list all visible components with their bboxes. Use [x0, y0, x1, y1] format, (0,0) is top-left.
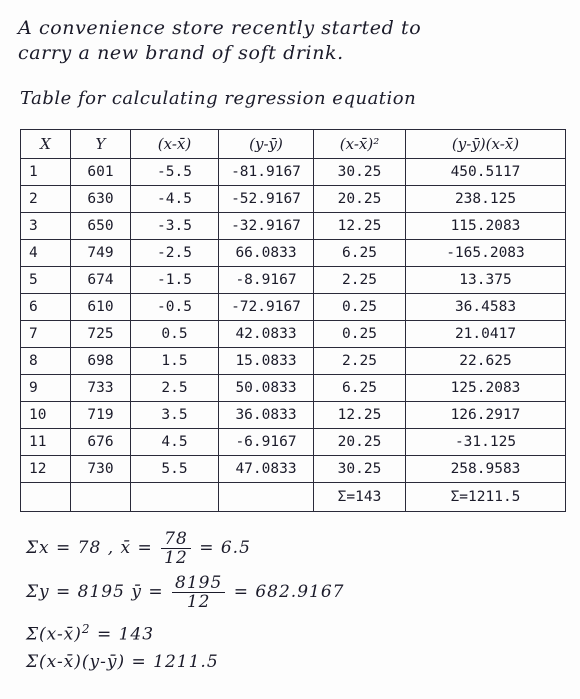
totals-row: [21, 483, 566, 512]
header-y: Y: [71, 130, 131, 159]
mean-x-denominator: 12: [164, 548, 188, 568]
cell-x-deviation: 3.5: [131, 402, 219, 429]
table-row: [21, 456, 566, 483]
sum-sq-x-value: = 143: [96, 624, 155, 645]
cell-y-value: 733: [71, 375, 131, 402]
cell-x-deviation-squared: 6.25: [314, 375, 406, 402]
cell-y-value: 749: [71, 240, 131, 267]
cell-x-deviation-squared: 0.25: [314, 321, 406, 348]
cell-y-value: 674: [71, 267, 131, 294]
table-row: [21, 213, 566, 240]
cell-y-deviation: 42.0833: [219, 321, 314, 348]
cell-y-value: 650: [71, 213, 131, 240]
table-row: [21, 429, 566, 456]
cell-y-deviation: -81.9167: [219, 159, 314, 186]
cell-x-deviation-squared: 2.25: [314, 267, 406, 294]
table-row: [21, 267, 566, 294]
cell-xy-product: 13.375: [406, 267, 566, 294]
total-y-value: [71, 483, 131, 512]
cell-x-value: 3: [21, 213, 71, 240]
mean-x-label: x̄ =: [120, 538, 153, 558]
table-row: [21, 375, 566, 402]
cell-x-deviation-squared: 12.25: [314, 402, 406, 429]
sum-y-text: Σy = 8195: [26, 582, 125, 602]
total-x-deviation: [131, 483, 219, 512]
cell-y-value: 630: [71, 186, 131, 213]
cell-y-value: 719: [71, 402, 131, 429]
cell-xy-product: 22.625: [406, 348, 566, 375]
cell-x-value: 9: [21, 375, 71, 402]
cell-x-value: 1: [21, 159, 71, 186]
cell-y-deviation: 50.0833: [219, 375, 314, 402]
cell-y-value: 610: [71, 294, 131, 321]
table-header-row: [21, 130, 566, 159]
cell-x-deviation-squared: 20.25: [314, 186, 406, 213]
mean-y-result: = 682.9167: [233, 582, 345, 602]
cell-x-deviation: -2.5: [131, 240, 219, 267]
table-row: [21, 186, 566, 213]
table-body: [21, 159, 566, 512]
cell-x-deviation: 2.5: [131, 375, 219, 402]
cell-x-deviation: 1.5: [131, 348, 219, 375]
cell-xy-product: 126.2917: [406, 402, 566, 429]
table-row: [21, 402, 566, 429]
mean-x-fraction: [161, 530, 191, 567]
header-x-dev-sq: (x-x̄)²: [314, 130, 406, 159]
header-x-dev: (x-x̄): [131, 130, 219, 159]
mean-y-denominator: 12: [186, 592, 211, 612]
cell-xy-product: -165.2083: [406, 240, 566, 267]
sum-sq-x-text: Σ(x-x̄): [26, 624, 82, 645]
table-row: [21, 294, 566, 321]
table-title: Table for calculating regression equation: [20, 88, 417, 109]
cell-x-value: 5: [21, 267, 71, 294]
sum-y-line: [26, 574, 344, 611]
cell-y-value: 730: [71, 456, 131, 483]
cell-x-deviation-squared: 30.25: [314, 159, 406, 186]
cell-x-value: 4: [21, 240, 71, 267]
cell-y-value: 601: [71, 159, 131, 186]
table-row: [21, 348, 566, 375]
cell-x-deviation: -4.5: [131, 186, 219, 213]
problem-statement: [18, 16, 563, 66]
total-x-deviation-squared: Σ=143: [314, 483, 406, 512]
regression-table: [20, 129, 566, 512]
cell-x-value: 8: [21, 348, 71, 375]
cell-xy-product: 36.4583: [406, 294, 566, 321]
mean-x-numerator: 78: [161, 530, 191, 549]
cell-x-value: 6: [21, 294, 71, 321]
sum-sq-x-exponent: 2: [81, 622, 91, 636]
cell-x-deviation: 5.5: [131, 456, 219, 483]
sum-x-text: Σx = 78 ,: [26, 538, 115, 558]
mean-y-numerator: 8195: [172, 574, 225, 593]
cell-x-deviation: 4.5: [131, 429, 219, 456]
cell-xy-product: 125.2083: [406, 375, 566, 402]
cell-y-value: 698: [71, 348, 131, 375]
mean-x-result: = 6.5: [199, 538, 251, 558]
cell-x-deviation: 0.5: [131, 321, 219, 348]
header-y-dev: (y-ȳ): [219, 130, 314, 159]
cell-y-deviation: 15.0833: [219, 348, 314, 375]
cell-y-deviation: 66.0833: [219, 240, 314, 267]
cell-x-value: 2: [21, 186, 71, 213]
cell-xy-product: 258.9583: [406, 456, 566, 483]
cell-y-value: 725: [71, 321, 131, 348]
cell-y-deviation: -72.9167: [219, 294, 314, 321]
cell-y-deviation: -6.9167: [219, 429, 314, 456]
mean-y-label: ȳ =: [131, 582, 164, 602]
cell-x-value: 11: [21, 429, 71, 456]
total-xy-product: Σ=1211.5: [406, 483, 566, 512]
cell-x-deviation: -3.5: [131, 213, 219, 240]
total-y-deviation: [219, 483, 314, 512]
table-row: [21, 159, 566, 186]
cell-y-deviation: -52.9167: [219, 186, 314, 213]
cell-x-deviation-squared: 12.25: [314, 213, 406, 240]
cell-y-deviation: -32.9167: [219, 213, 314, 240]
problem-line-1: A convenience store recently started to: [18, 17, 422, 39]
cell-x-value: 7: [21, 321, 71, 348]
header-xy-product: (y-ȳ)(x-x̄): [406, 130, 566, 159]
cell-x-deviation-squared: 20.25: [314, 429, 406, 456]
cell-x-value: 12: [21, 456, 71, 483]
cell-x-deviation: -1.5: [131, 267, 219, 294]
mean-y-fraction: [172, 574, 225, 611]
sum-xy-line: [26, 652, 219, 672]
cell-y-value: 676: [71, 429, 131, 456]
cell-xy-product: 450.5117: [406, 159, 566, 186]
table-row: [21, 321, 566, 348]
cell-x-deviation: -0.5: [131, 294, 219, 321]
cell-xy-product: 115.2083: [406, 213, 566, 240]
total-x-value: [21, 483, 71, 512]
sum-sq-x-line: [26, 622, 154, 645]
cell-xy-product: 238.125: [406, 186, 566, 213]
cell-xy-product: 21.0417: [406, 321, 566, 348]
cell-y-deviation: 36.0833: [219, 402, 314, 429]
cell-x-value: 10: [21, 402, 71, 429]
cell-x-deviation-squared: 2.25: [314, 348, 406, 375]
cell-xy-product: -31.125: [406, 429, 566, 456]
cell-x-deviation: -5.5: [131, 159, 219, 186]
sum-x-line: [26, 530, 251, 567]
sum-xy-text: Σ(x-x̄)(y-ȳ) = 1211.5: [26, 652, 219, 672]
cell-x-deviation-squared: 30.25: [314, 456, 406, 483]
cell-x-deviation-squared: 0.25: [314, 294, 406, 321]
problem-line-2: carry a new brand of soft drink.: [18, 42, 344, 64]
cell-x-deviation-squared: 6.25: [314, 240, 406, 267]
table-row: [21, 240, 566, 267]
cell-y-deviation: -8.9167: [219, 267, 314, 294]
header-x: X: [21, 130, 71, 159]
cell-y-deviation: 47.0833: [219, 456, 314, 483]
